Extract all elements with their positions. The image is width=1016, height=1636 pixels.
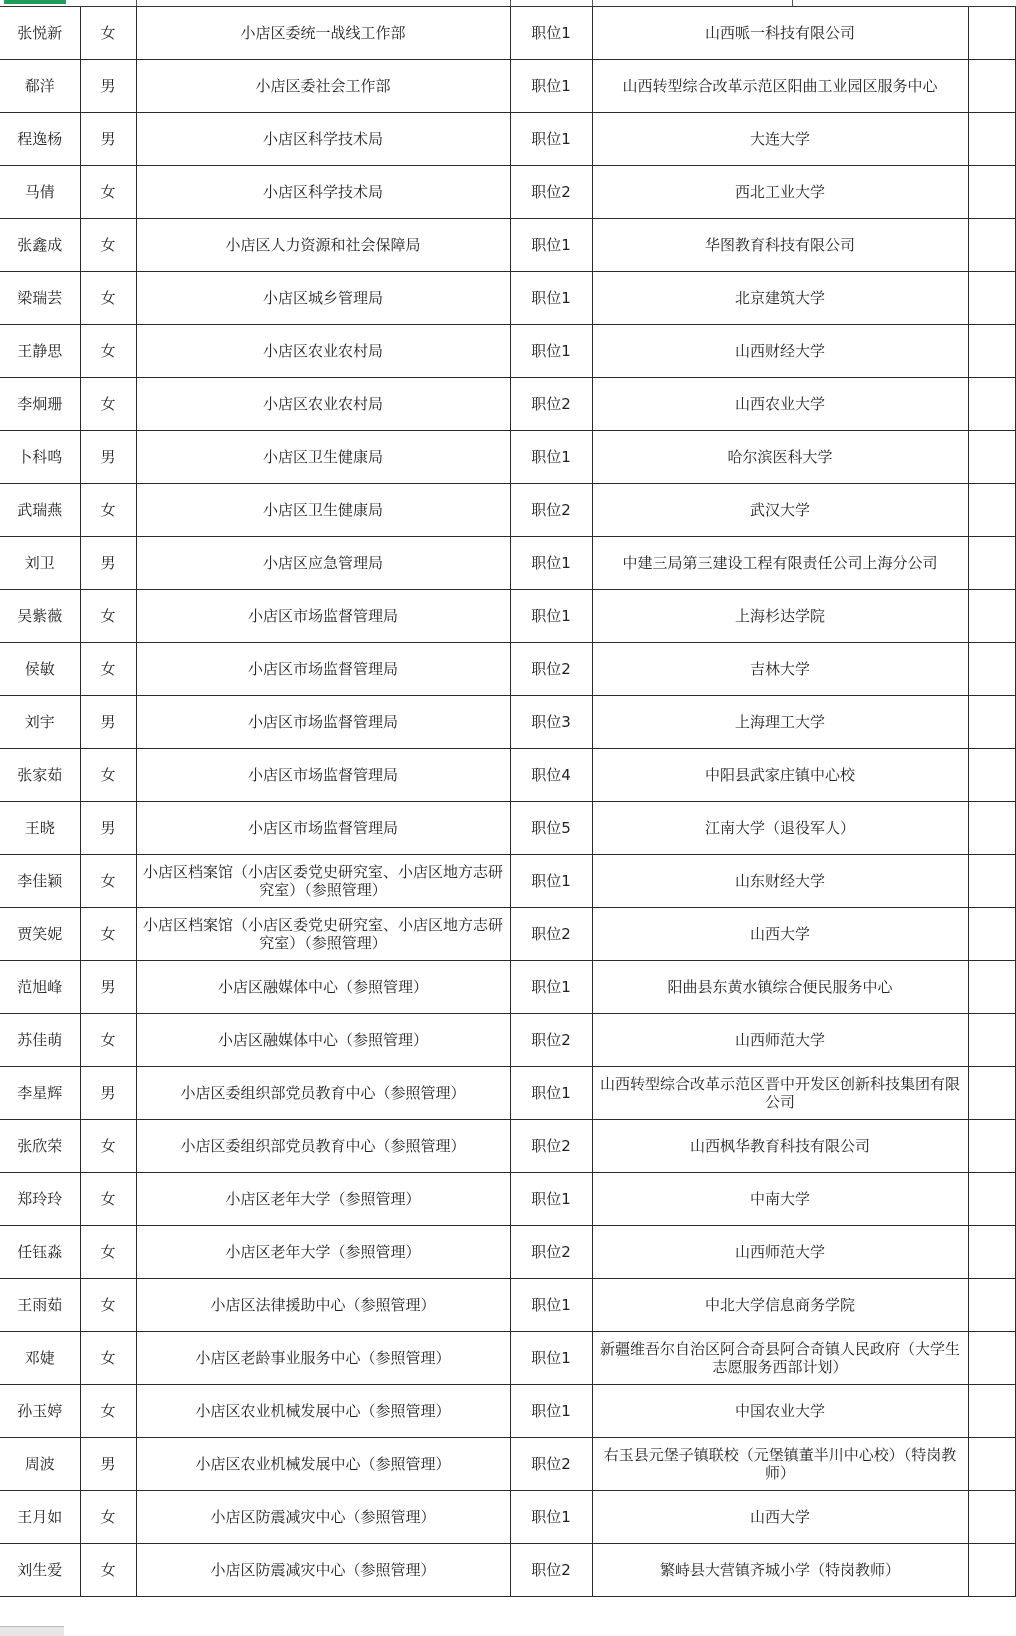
cell-school[interactable]: 中建三局第三建设工程有限责任公司上海分公司 [592, 537, 968, 590]
cell-empty[interactable] [968, 802, 1015, 855]
cell-gender[interactable]: 男 [80, 961, 136, 1014]
cell-position[interactable]: 职位1 [510, 855, 592, 908]
cell-empty[interactable] [968, 961, 1015, 1014]
cell-name[interactable]: 程逸杨 [0, 113, 80, 166]
cell-name[interactable]: 王静思 [0, 325, 80, 378]
cell-school[interactable]: 山西农业大学 [592, 378, 968, 431]
cell-name[interactable]: 贾笑妮 [0, 908, 80, 961]
cell-school[interactable]: 山东财经大学 [592, 855, 968, 908]
cell-gender[interactable]: 女 [80, 1544, 136, 1597]
cell-school[interactable]: 中阳县武家庄镇中心校 [592, 749, 968, 802]
cell-position[interactable]: 职位2 [510, 1120, 592, 1173]
cell-empty[interactable] [968, 590, 1015, 643]
cell-unit[interactable]: 小店区科学技术局 [136, 113, 510, 166]
cell-position[interactable]: 职位1 [510, 219, 592, 272]
cell-school[interactable]: 右玉县元堡子镇联校（元堡镇董半川中心校）（特岗教师） [592, 1438, 968, 1491]
cell-position[interactable]: 职位2 [510, 484, 592, 537]
cell-unit[interactable]: 小店区卫生健康局 [136, 431, 510, 484]
cell-school[interactable]: 上海理工大学 [592, 696, 968, 749]
cell-gender[interactable]: 女 [80, 166, 136, 219]
cell-empty[interactable] [968, 696, 1015, 749]
table-row [0, 1120, 1015, 1173]
table-row [0, 113, 1015, 166]
cell-position[interactable]: 职位4 [510, 749, 592, 802]
table-row [0, 696, 1015, 749]
cell-name[interactable]: 邓婕 [0, 1332, 80, 1385]
cell-name[interactable]: 孙玉婷 [0, 1385, 80, 1438]
table-row [0, 60, 1015, 113]
cell-gender[interactable]: 男 [80, 431, 136, 484]
cell-gender[interactable]: 男 [80, 537, 136, 590]
cell-position[interactable]: 职位1 [510, 113, 592, 166]
cell-unit[interactable]: 小店区防震减灾中心（参照管理） [136, 1491, 510, 1544]
cell-name[interactable]: 梁瑞芸 [0, 272, 80, 325]
table-row [0, 961, 1015, 1014]
cell-name[interactable]: 马倩 [0, 166, 80, 219]
cell-name[interactable]: 王雨茹 [0, 1279, 80, 1332]
cell-gender[interactable]: 女 [80, 908, 136, 961]
cell-position[interactable]: 职位2 [510, 1014, 592, 1067]
table-row [0, 431, 1015, 484]
cell-empty[interactable] [968, 1332, 1015, 1385]
table-row [0, 1544, 1015, 1597]
cell-gender[interactable]: 男 [80, 60, 136, 113]
cell-position[interactable]: 职位1 [510, 1173, 592, 1226]
cell-empty[interactable] [968, 1014, 1015, 1067]
cell-empty[interactable] [968, 1385, 1015, 1438]
cell-gender[interactable]: 女 [80, 378, 136, 431]
cell-gender[interactable]: 女 [80, 325, 136, 378]
cell-name[interactable]: 刘宇 [0, 696, 80, 749]
cell-position[interactable]: 职位1 [510, 590, 592, 643]
cell-name[interactable]: 张家茹 [0, 749, 80, 802]
cell-unit[interactable]: 小店区市场监督管理局 [136, 696, 510, 749]
table-row [0, 643, 1015, 696]
results-table [0, 7, 1016, 1597]
cell-empty[interactable] [968, 1067, 1015, 1120]
cell-gender[interactable]: 女 [80, 7, 136, 60]
cell-gender[interactable]: 女 [80, 1332, 136, 1385]
cell-empty[interactable] [968, 1438, 1015, 1491]
table-row [0, 802, 1015, 855]
table-row [0, 166, 1015, 219]
cell-name[interactable]: 刘卫 [0, 537, 80, 590]
cell-position[interactable]: 职位1 [510, 60, 592, 113]
cell-school[interactable]: 山西大学 [592, 908, 968, 961]
table-row [0, 1014, 1015, 1067]
cell-gender[interactable]: 男 [80, 802, 136, 855]
cell-name[interactable]: 任钰淼 [0, 1226, 80, 1279]
cell-empty[interactable] [968, 7, 1015, 60]
cell-school[interactable]: 上海杉达学院 [592, 590, 968, 643]
table-row [0, 908, 1015, 961]
cell-name[interactable]: 刘生爱 [0, 1544, 80, 1597]
cell-gender[interactable]: 女 [80, 1014, 136, 1067]
cell-gender[interactable]: 男 [80, 696, 136, 749]
cell-unit[interactable]: 小店区防震减灾中心（参照管理） [136, 1544, 510, 1597]
cell-empty[interactable] [968, 855, 1015, 908]
cell-unit[interactable]: 小店区科学技术局 [136, 166, 510, 219]
previous-row-edge [0, 0, 1016, 7]
cell-name[interactable]: 张欣荣 [0, 1120, 80, 1173]
table-row [0, 1173, 1015, 1226]
cell-gender[interactable]: 女 [80, 484, 136, 537]
cell-name[interactable]: 李炯珊 [0, 378, 80, 431]
cell-empty[interactable] [968, 1226, 1015, 1279]
cell-school[interactable]: 繁峙县大营镇齐城小学（特岗教师） [592, 1544, 968, 1597]
cell-empty[interactable] [968, 431, 1015, 484]
cell-empty[interactable] [968, 1491, 1015, 1544]
cell-unit[interactable]: 小店区人力资源和社会保障局 [136, 219, 510, 272]
cell-unit[interactable]: 小店区委组织部党员教育中心（参照管理） [136, 1067, 510, 1120]
cell-position[interactable]: 职位2 [510, 1438, 592, 1491]
cell-school[interactable]: 华图教育科技有限公司 [592, 219, 968, 272]
cell-empty[interactable] [968, 219, 1015, 272]
cell-school[interactable]: 哈尔滨医科大学 [592, 431, 968, 484]
cell-unit[interactable]: 小店区应急管理局 [136, 537, 510, 590]
table-row [0, 1385, 1015, 1438]
cell-position[interactable]: 职位1 [510, 1067, 592, 1120]
table-row [0, 1332, 1015, 1385]
cell-unit[interactable]: 小店区老龄事业服务中心（参照管理） [136, 1332, 510, 1385]
table-row [0, 325, 1015, 378]
cell-unit[interactable]: 小店区融媒体中心（参照管理） [136, 1014, 510, 1067]
selected-tab-indicator [4, 0, 66, 4]
table-row [0, 1491, 1015, 1544]
cell-unit[interactable]: 小店区农业机械发展中心（参照管理） [136, 1385, 510, 1438]
cell-position[interactable]: 职位1 [510, 961, 592, 1014]
cell-name[interactable]: 卜科鸣 [0, 431, 80, 484]
cell-unit[interactable]: 小店区市场监督管理局 [136, 802, 510, 855]
cell-empty[interactable] [968, 1120, 1015, 1173]
cell-school[interactable]: 中国农业大学 [592, 1385, 968, 1438]
cell-unit[interactable]: 小店区城乡管理局 [136, 272, 510, 325]
cell-school[interactable]: 山西转型综合改革示范区晋中开发区创新科技集团有限公司 [592, 1067, 968, 1120]
cell-gender[interactable]: 女 [80, 590, 136, 643]
cell-gender[interactable]: 女 [80, 855, 136, 908]
cell-empty[interactable] [968, 537, 1015, 590]
cell-gender[interactable]: 女 [80, 643, 136, 696]
cell-gender[interactable]: 女 [80, 272, 136, 325]
cell-unit[interactable]: 小店区老年大学（参照管理） [136, 1226, 510, 1279]
cell-position[interactable]: 职位2 [510, 1226, 592, 1279]
cell-position[interactable]: 职位1 [510, 325, 592, 378]
cell-name[interactable]: 侯敏 [0, 643, 80, 696]
cell-school[interactable]: 山西哌一科技有限公司 [592, 7, 968, 60]
cell-position[interactable]: 职位1 [510, 431, 592, 484]
cell-position[interactable]: 职位2 [510, 643, 592, 696]
cell-unit[interactable]: 小店区卫生健康局 [136, 484, 510, 537]
cell-name[interactable]: 郗洋 [0, 60, 80, 113]
cell-school[interactable]: 山西师范大学 [592, 1014, 968, 1067]
cell-empty[interactable] [968, 1173, 1015, 1226]
cell-name[interactable]: 王晓 [0, 802, 80, 855]
cell-school[interactable]: 北京建筑大学 [592, 272, 968, 325]
cell-position[interactable]: 职位1 [510, 7, 592, 60]
cell-school[interactable]: 武汉大学 [592, 484, 968, 537]
cell-position[interactable]: 职位2 [510, 1544, 592, 1597]
cell-school[interactable]: 山西转型综合改革示范区阳曲工业园区服务中心 [592, 60, 968, 113]
cell-name[interactable]: 王月如 [0, 1491, 80, 1544]
cell-position[interactable]: 职位2 [510, 378, 592, 431]
cell-school[interactable]: 新疆维吾尔自治区阿合奇县阿合奇镇人民政府（大学生志愿服务西部计划） [592, 1332, 968, 1385]
cell-school[interactable]: 吉林大学 [592, 643, 968, 696]
cell-position[interactable]: 职位1 [510, 1332, 592, 1385]
cell-empty[interactable] [968, 113, 1015, 166]
cell-position[interactable]: 职位1 [510, 1385, 592, 1438]
cell-gender[interactable]: 男 [80, 1438, 136, 1491]
cell-unit[interactable]: 小店区农业机械发展中心（参照管理） [136, 1438, 510, 1491]
cell-name[interactable]: 李佳颖 [0, 855, 80, 908]
cell-empty[interactable] [968, 60, 1015, 113]
table-row [0, 1226, 1015, 1279]
cell-name[interactable]: 郑玲玲 [0, 1173, 80, 1226]
cell-position[interactable]: 职位1 [510, 537, 592, 590]
cell-empty[interactable] [968, 484, 1015, 537]
cell-unit[interactable]: 小店区市场监督管理局 [136, 590, 510, 643]
cell-unit[interactable]: 小店区农业农村局 [136, 378, 510, 431]
cell-unit[interactable]: 小店区档案馆（小店区委党史研究室、小店区地方志研究室）（参照管理） [136, 855, 510, 908]
cell-gender[interactable]: 女 [80, 1120, 136, 1173]
cell-empty[interactable] [968, 325, 1015, 378]
cell-name[interactable]: 武瑞燕 [0, 484, 80, 537]
table-row [0, 219, 1015, 272]
cell-empty[interactable] [968, 1279, 1015, 1332]
cell-school[interactable]: 山西财经大学 [592, 325, 968, 378]
table-row [0, 1279, 1015, 1332]
cell-position[interactable]: 职位5 [510, 802, 592, 855]
cell-empty[interactable] [968, 643, 1015, 696]
cell-school[interactable]: 江南大学（退役军人） [592, 802, 968, 855]
cell-position[interactable]: 职位1 [510, 1491, 592, 1544]
cell-unit[interactable]: 小店区法律援助中心（参照管理） [136, 1279, 510, 1332]
cell-unit[interactable]: 小店区委统一战线工作部 [136, 7, 510, 60]
cell-school[interactable]: 中南大学 [592, 1173, 968, 1226]
cell-unit[interactable]: 小店区档案馆（小店区委党史研究室、小店区地方志研究室）（参照管理） [136, 908, 510, 961]
cell-school[interactable]: 西北工业大学 [592, 166, 968, 219]
cell-gender[interactable]: 女 [80, 749, 136, 802]
cell-empty[interactable] [968, 378, 1015, 431]
cell-empty[interactable] [968, 1544, 1015, 1597]
cell-gender[interactable]: 女 [80, 1279, 136, 1332]
cell-name[interactable]: 李星辉 [0, 1067, 80, 1120]
cell-name[interactable]: 范旭峰 [0, 961, 80, 1014]
cell-gender[interactable]: 女 [80, 1385, 136, 1438]
table-row [0, 855, 1015, 908]
table-row [0, 537, 1015, 590]
cell-name[interactable]: 吴紫薇 [0, 590, 80, 643]
cell-position[interactable]: 职位2 [510, 166, 592, 219]
cell-unit[interactable]: 小店区市场监督管理局 [136, 749, 510, 802]
cell-gender[interactable]: 女 [80, 1491, 136, 1544]
table-row [0, 378, 1015, 431]
cell-school[interactable]: 山西枫华教育科技有限公司 [592, 1120, 968, 1173]
cell-school[interactable]: 中北大学信息商务学院 [592, 1279, 968, 1332]
table-row [0, 590, 1015, 643]
cell-gender[interactable]: 男 [80, 113, 136, 166]
table-body [0, 7, 1015, 1597]
table-row [0, 1438, 1015, 1491]
cell-position[interactable]: 职位1 [510, 272, 592, 325]
table-row [0, 484, 1015, 537]
cell-name[interactable]: 张鑫成 [0, 219, 80, 272]
cell-name[interactable]: 苏佳萌 [0, 1014, 80, 1067]
cell-empty[interactable] [968, 272, 1015, 325]
cell-school[interactable]: 阳曲县东黄水镇综合便民服务中心 [592, 961, 968, 1014]
cell-position[interactable]: 职位2 [510, 908, 592, 961]
cell-unit[interactable]: 小店区融媒体中心（参照管理） [136, 961, 510, 1014]
cell-unit[interactable]: 小店区委组织部党员教育中心（参照管理） [136, 1120, 510, 1173]
cell-gender[interactable]: 男 [80, 1067, 136, 1120]
cell-unit[interactable]: 小店区农业农村局 [136, 325, 510, 378]
cell-school[interactable]: 山西大学 [592, 1491, 968, 1544]
table-row [0, 1067, 1015, 1120]
cell-unit[interactable]: 小店区市场监督管理局 [136, 643, 510, 696]
cell-gender[interactable]: 女 [80, 1173, 136, 1226]
table-row [0, 749, 1015, 802]
cell-name[interactable]: 张悦新 [0, 7, 80, 60]
table-row [0, 7, 1015, 60]
cell-position[interactable]: 职位3 [510, 696, 592, 749]
cell-school[interactable]: 山西师范大学 [592, 1226, 968, 1279]
cell-gender[interactable]: 女 [80, 1226, 136, 1279]
cell-empty[interactable] [968, 908, 1015, 961]
cell-unit[interactable]: 小店区老年大学（参照管理） [136, 1173, 510, 1226]
cell-name[interactable]: 周波 [0, 1438, 80, 1491]
cell-gender[interactable]: 女 [80, 219, 136, 272]
cell-position[interactable]: 职位1 [510, 1279, 592, 1332]
cell-empty[interactable] [968, 749, 1015, 802]
cell-empty[interactable] [968, 166, 1015, 219]
cell-unit[interactable]: 小店区委社会工作部 [136, 60, 510, 113]
table-row [0, 272, 1015, 325]
cell-school[interactable]: 大连大学 [592, 113, 968, 166]
